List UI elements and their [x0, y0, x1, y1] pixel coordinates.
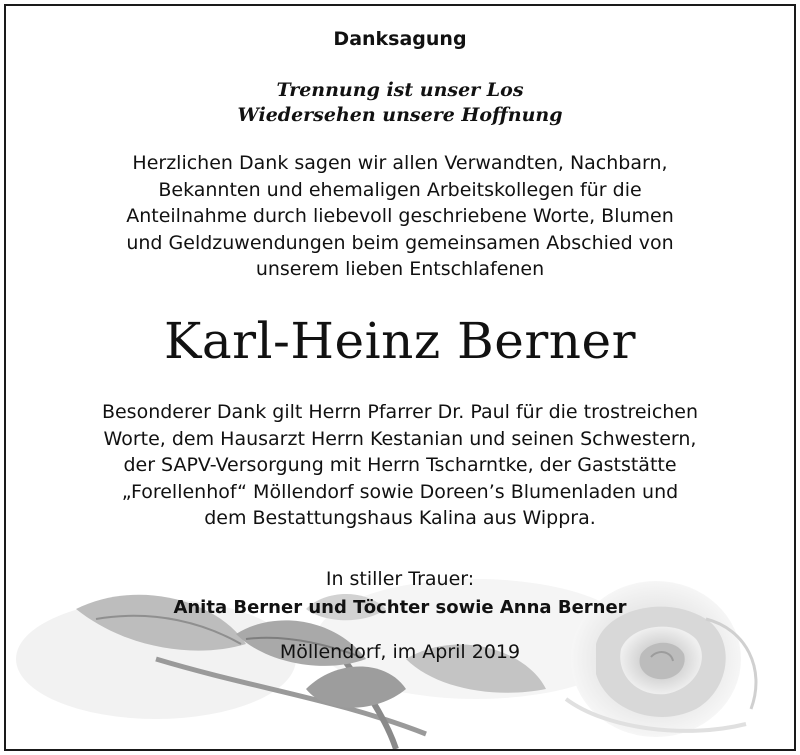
mourners: Anita Berner und Töchter sowie Anna Berner: [173, 597, 627, 618]
mourning-intro: In stiller Trauer:: [325, 568, 475, 590]
place-date: Möllendorf, im April 2019: [279, 641, 521, 663]
heading: Danksagung: [333, 28, 467, 50]
motto-line: Wiedersehen unsere Hoffnung: [237, 104, 563, 126]
deceased-name: Karl-Heinz Berner: [163, 312, 636, 370]
motto: [6, 78, 794, 128]
special-thanks-paragraph: [6, 399, 794, 532]
obituary-card: [4, 4, 796, 751]
special-thanks-line: Worte, dem Hausarzt Herrn Kestanian und seinen Schwestern,: [103, 427, 697, 450]
thanks-line: Anteilnahme durch liebevoll geschriebene Worte, Blumen: [126, 205, 674, 227]
special-thanks-line: der SAPV-Versorgung mit Herrn Tscharntke, der Gaststätte: [123, 454, 677, 476]
thanks-paragraph: [6, 150, 794, 283]
motto-line: Trennung ist unser Los: [276, 79, 524, 101]
special-thanks-line: „Forellenhof“ Möllendorf sowie Doreen’s Blumenladen und: [121, 480, 679, 503]
thanks-line: und Geldzuwendungen beim gemeinsamen Abschied von: [126, 231, 674, 254]
special-thanks-line: Besonderer Dank gilt Herrn Pfarrer Dr. Paul für die trostreichen: [101, 401, 699, 423]
special-thanks-line: dem Bestattungshaus Kalina aus Wippra.: [204, 507, 596, 529]
thanks-line: unserem lieben Entschlafenen: [255, 258, 545, 280]
thanks-line: Bekannten und ehemaligen Arbeitskollegen für die: [158, 178, 642, 201]
thanks-line: Herzlichen Dank sagen wir allen Verwandten, Nachbarn,: [132, 152, 668, 174]
